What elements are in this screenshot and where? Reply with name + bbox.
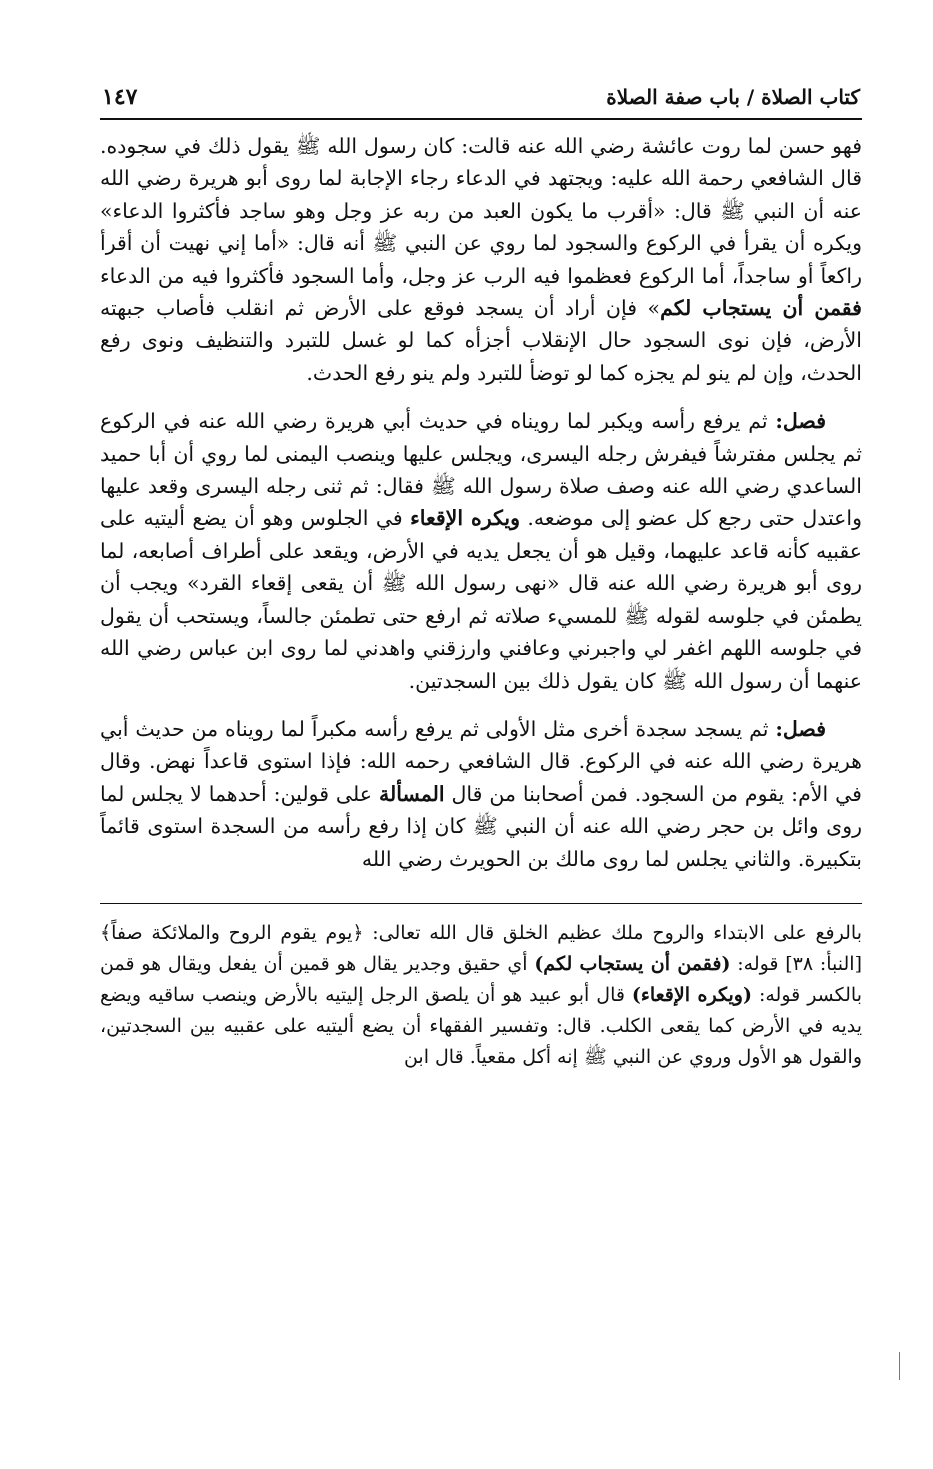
bold-phrase: ويكره الإقعاء — [410, 506, 521, 531]
paragraph-2 — [100, 405, 862, 697]
paragraph-1 — [100, 130, 862, 389]
paragraph-text: » فإن أراد أن يسجد فوقع على الأرض ثم انقلب فأصاب جبهته الأرض، فإن نوى السجود حال الإنقلاب أجزأه كما لو غسل للتبرد والتنظيف ونوى رفع الحدث، وإن لم ينو لم يجزه كما لو توضأ للتبرد ولم ينو رفع الحدث. — [100, 296, 862, 385]
footnote-divider — [100, 903, 862, 904]
footnote-keyword: (ويكره الإقعاء) — [631, 983, 752, 1006]
chapter-title: كتاب الصلاة / باب صفة الصلاة — [606, 85, 860, 109]
footnote-segment: أي حقيق وجدير يقال هو قمين أن يفعل ويقال هو قمن بالكسر قوله: — [100, 952, 862, 1006]
section-label: فصل: — [775, 716, 826, 741]
section-label: فصل: — [775, 409, 826, 434]
footnote-segment: قال أبو عبيد هو أن يلصق الرجل إليتيه بالأرض وينصب ساقيه ويضع يديه في الأرض كما يقعى الكلب. قال: وتفسير الفقهاء أن يضع أليتيه على عقبيه بين السجدتين، والقول هو الأول وروي عن النبي ﷺ إنه أكل مقعياً. قال ابن — [100, 983, 862, 1068]
paragraph-text: ثم يرفع رأسه ويكبر لما رويناه في حديث أبي هريرة رضي الله عنه في الركوع ثم يجلس مفترشاً فيفرش رجله اليسرى، ويجلس عليها وينصب اليمنى لما روي أن أبا حميد الساعدي رضي الله عنه وصف صلاة رسول الله ﷺ فقال: ثم ثنى رجله اليسرى وقعد عليها واعتدل حتى رجع كل عضو إلى موضعه. — [100, 409, 863, 531]
bold-phrase: المسألة — [378, 781, 445, 806]
main-text — [100, 130, 862, 875]
paragraph-text: ثم يسجد سجدة أخرى مثل الأولى ثم يرفع رأسه مكبراً لما رويناه من حديث أبي هريرة رضي الله عنه في الركوع. قال الشافعي رحمه الله: فإذا استوى قاعداً نهض. وقال في الأم: يقوم من السجود. فمن أصحابنا من قال — [100, 716, 862, 806]
paragraph-text: على قولين: أحدهما لا يجلس لما روى وائل بن حجر رضي الله عنه أن النبي ﷺ كان إذا رفع رأسه من السجدة استوى قائماً بتكبيرة. والثاني يجلس لما روى مالك بن الحويرث رضي الله — [100, 781, 862, 871]
footnote-text — [100, 918, 862, 1073]
paragraph-text: فهو حسن لما روت عائشة رضي الله عنه قالت: كان رسول الله ﷺ يقول ذلك في سجوده. قال الشافعي رحمة الله عليه: ويجتهد في الدعاء رجاء الإجابة لما روى أبو هريرة رضي الله عنه أن النبي ﷺ قال: «أقرب ما يكون العبد من ربه عز وجل وهو ساجد فأكثروا الدعاء» ويكره أن يقرأ في الركوع والسجود لما روي عن النبي ﷺ أنه قال: «أما إني نهيت أن أقرأ راكعاً أو ساجداً، أما الركوع فعظموا فيه الرب عز وجل، وأما السجود فأكثروا فيه من الدعاء — [100, 134, 862, 288]
paragraph-3 — [100, 713, 862, 875]
bold-phrase: فقمن أن يستجاب لكم — [660, 296, 862, 321]
footnotes — [100, 918, 862, 1073]
footnote-segment: بالرفع على الابتداء والروح ملك عظيم الخلق قال الله تعالى: ﴿يوم يقوم الروح والملائكة صفاً﴾[النبأ: ٣٨] قوله: — [100, 921, 862, 975]
margin-mark — [899, 1352, 900, 1380]
footnote-keyword: (فقمن أن يستجاب لكم) — [534, 952, 731, 975]
book-page — [100, 82, 862, 1073]
running-header — [100, 82, 862, 120]
paragraph-text: في الجلوس وهو أن يضع أليتيه على عقبيه كأنه قاعد عليهما، وقيل هو أن يجعل يديه في الأرض، ويقعد على أطراف أصابعه، لما روى أبو هريرة رضي الله عنه قال «نهى رسول الله ﷺ أن يقعى إقعاء القرد» ويجب أن يطمئن في جلوسه لقوله ﷺ للمسيء صلاته ثم ارفع حتى تطمئن جالساً، ويستحب أن يقول في جلوسه اللهم اغفر لي واجبرني وعافني وارزقني واهدني لما روى ابن عباس رضي الله عنهما أن رسول الله ﷺ كان يقول ذلك بين السجدتين. — [100, 506, 862, 693]
page-number: ١٤٧ — [102, 84, 138, 110]
